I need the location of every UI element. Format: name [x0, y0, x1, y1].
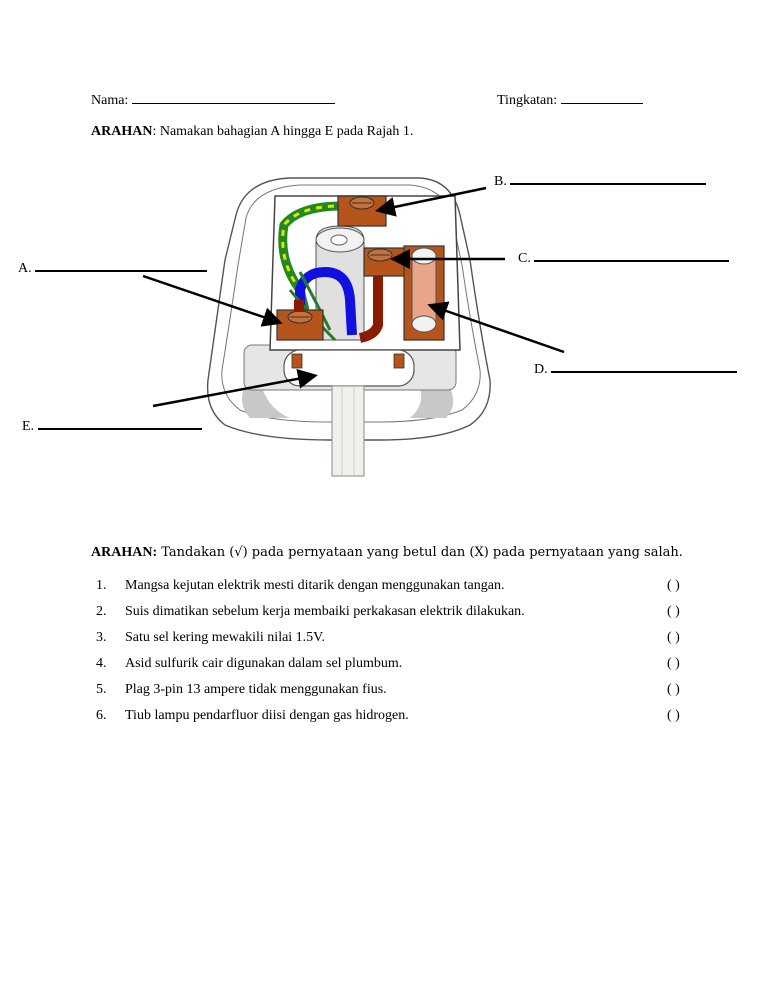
tingkatan-label: Tingkatan: — [497, 93, 558, 108]
label-e-blank[interactable] — [38, 416, 202, 430]
label-b-blank[interactable] — [510, 171, 706, 185]
live-terminal-c — [364, 248, 406, 276]
label-d-blank[interactable] — [551, 359, 737, 373]
cable — [332, 386, 364, 476]
answer-box[interactable]: ( ) — [667, 682, 680, 697]
question-text: Mangsa kejutan elektrik mesti ditarik dengan menggunakan tangan. — [125, 578, 505, 593]
answer-box[interactable]: ( ) — [667, 656, 680, 671]
label-c-text: C. — [518, 251, 531, 266]
center-pillar-hole — [331, 235, 347, 245]
question-number: 6. — [96, 708, 107, 723]
question-text: Plag 3-pin 13 ampere tidak menggunakan fius. — [125, 682, 387, 697]
instruction-2-text: Tandakan (√) pada pernyataan yang betul dan (X) pada pernyataan yang salah. — [157, 545, 683, 560]
label-b-text: B. — [494, 174, 507, 189]
question-number: 1. — [96, 578, 107, 593]
question-row — [0, 656, 768, 676]
label-b — [494, 171, 706, 190]
nama-label: Nama: — [91, 93, 129, 108]
question-number: 2. — [96, 604, 107, 619]
question-row — [0, 630, 768, 650]
question-row — [0, 682, 768, 702]
label-a-text: A. — [18, 261, 32, 276]
question-number: 3. — [96, 630, 107, 645]
question-text: Satu sel kering mewakili nilai 1.5V. — [125, 630, 325, 645]
answer-box[interactable]: ( ) — [667, 708, 680, 723]
label-a — [18, 258, 207, 277]
answer-box[interactable]: ( ) — [667, 630, 680, 645]
question-row — [0, 578, 768, 598]
question-text: Tiub lampu pendarfluor diisi dengan gas hidrogen. — [125, 708, 409, 723]
label-c-blank[interactable] — [534, 248, 729, 262]
instruction-1-text: : Namakan bahagian A hingga E pada Rajah 1. — [152, 124, 414, 139]
label-e — [22, 416, 202, 435]
earth-terminal-b — [338, 196, 386, 226]
question-text: Asid sulfurik cair digunakan dalam sel plumbum. — [125, 656, 403, 671]
answer-box[interactable]: ( ) — [667, 604, 680, 619]
label-e-text: E. — [22, 419, 35, 434]
question-text: Suis dimatikan sebelum kerja membaiki perkakasan elektrik dilakukan. — [125, 604, 525, 619]
question-number: 4. — [96, 656, 107, 671]
question-row — [0, 604, 768, 624]
question-row — [0, 708, 768, 728]
label-d — [534, 359, 737, 378]
label-a-blank[interactable] — [35, 258, 207, 272]
instruction-2-bold: ARAHAN: — [91, 545, 158, 560]
cord-grip-e — [284, 350, 414, 386]
instruction-1-bold: ARAHAN — [91, 124, 153, 139]
answer-box[interactable]: ( ) — [667, 578, 680, 593]
label-d-text: D. — [534, 362, 548, 377]
label-c — [518, 248, 729, 267]
instruction-2 — [91, 545, 683, 561]
question-number: 5. — [96, 682, 107, 697]
